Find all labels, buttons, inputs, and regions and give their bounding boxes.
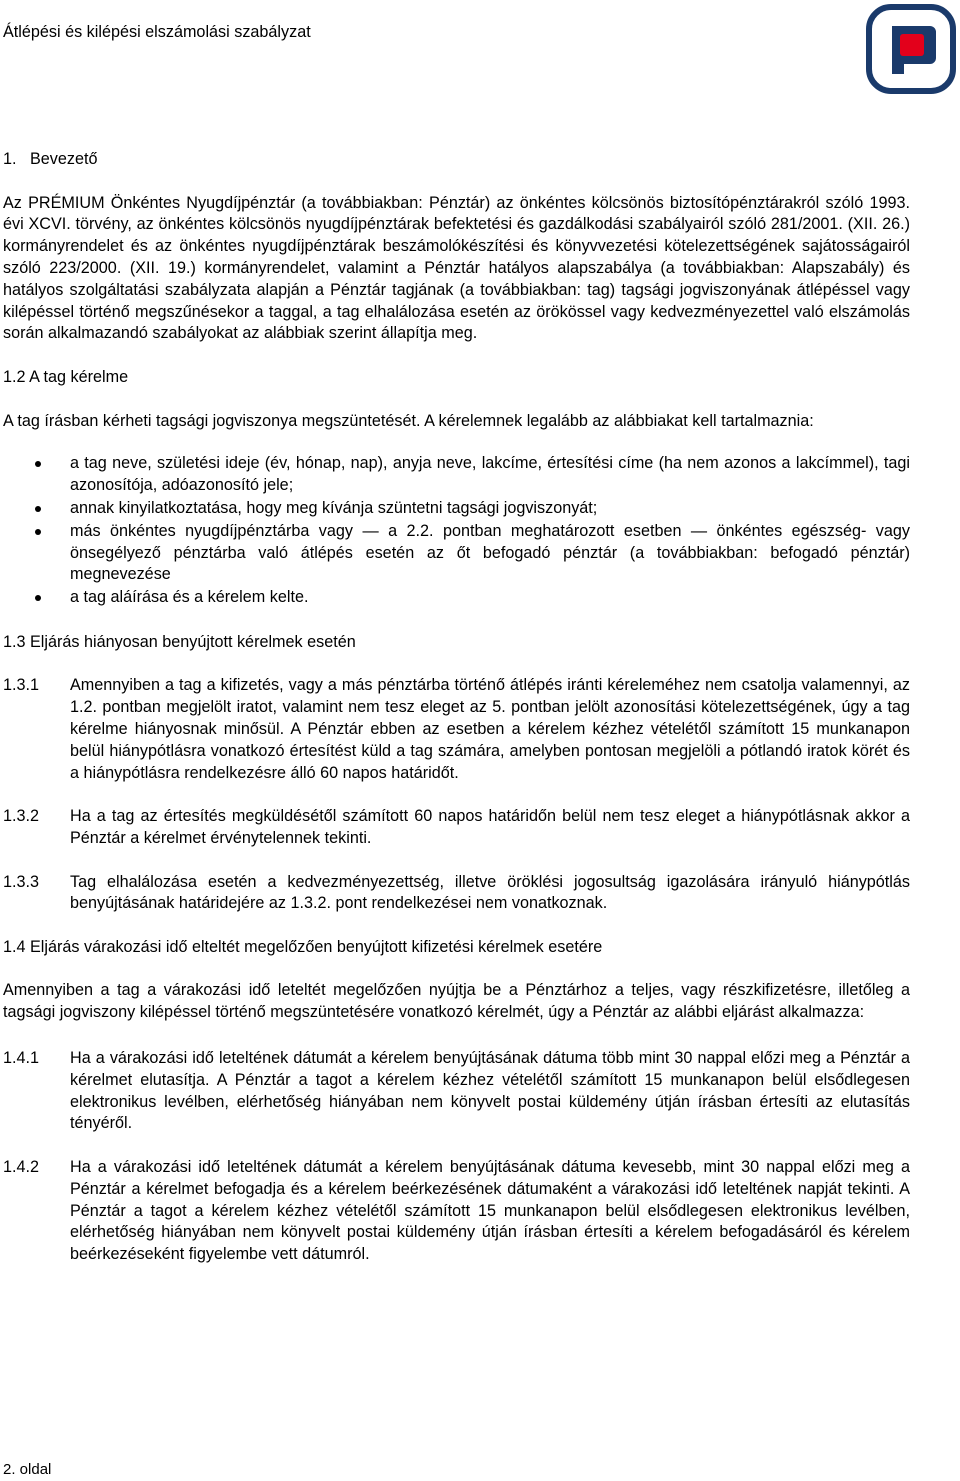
list-item: a tag aláírása és a kérelem kelte. (3, 587, 910, 609)
requirements-list (3, 453, 910, 609)
list-item: annak kinyilatkoztatása, hogy meg kívánja szüntetni tagsági jogviszonyát; (3, 498, 910, 520)
section-1-2-heading: 1.2 A tag kérelme (3, 367, 129, 386)
bullet-icon (35, 595, 41, 601)
section-1-paragraph: Az PRÉMIUM Önkéntes Nyugdíjpénztár (a továbbiakban: Pénztár) az önkéntes kölcsönös biztosítópénztárakról szóló 1993. évi XCVI. törvény, az önkéntes kölcsönös nyugdíjpénztárak befektetési és gazdálkodási szabályairól szóló 281/2001. (XII. 26.) kormányrendelet és az önkéntes nyugdíjpénztárak beszámolókészítési és könyvvezetési kötelezettségének sajátosságairól szóló 223/2000. (XII. 19.) kormányrendelet, valamint a Pénztár hatályos alapszabálya (a továbbiakban: Alapszabály) és hatályos szolgáltatási szabályzata alapján a Pénztár tagjának (a továbbiakban: tag) tagsági jogviszonyának átlépéssel vagy kilépéssel történő megszűnésekor a taggal, a tag elhalálozása esetén az örökössel vagy kedvezményezettel való elszámolás során alkalmazandó szabályokat az alábbiak szerint állapítja meg. (3, 193, 910, 343)
premium-logo-icon (866, 4, 956, 94)
section-1-4-paragraph: Amennyiben a tag a várakozási idő leteltét megelőzően nyújtja be a Pénztárhoz a teljes, vagy részkifizetésre, illetőleg a tagsági jogviszony kilépéssel történő megszüntetésére vonatkozó kérelmét, úgy a Pénztár az alábbi eljárást alkalmazza: (3, 981, 910, 1022)
numbered-item: 1.3.2 Ha a tag az értesítés megküldésétől számított 60 napos határidőn belül nem tesz eleget a hiánypótlásnak akkor a Pénztár a kérelmet érvénytelennek tekinti. (3, 807, 910, 847)
numbered-item: 1.4.1 Ha a várakozási idő leteltének dátumát a kérelem benyújtásának dátuma több mint 30 nappal előzi meg a Pénztár a kérelmet elutasítja. A Pénztár a tagot a kérelem kézhez vételétől számított 15 munkanapon belül elsődlegesen elektronikus levélben, elérhetőség hiányában nem könyvelt postai küldemény útján írásban értesíti az elutasítás tényéről. (3, 1049, 910, 1133)
document-header-title: Átlépési és kilépési elszámolási szabályzat (3, 23, 311, 41)
section-1-2-paragraph: A tag írásban kérheti tagsági jogviszonya megszüntetését. A kérelemnek legalább az alábbiakat kell tartalmaznia: (3, 411, 814, 430)
page-number: 2. oldal (3, 1461, 52, 1478)
section-1-heading: 1. Bevezető (3, 150, 98, 168)
numbered-item: 1.4.2 Ha a várakozási idő leteltének dátumát a kérelem benyújtásának dátuma kevesebb, mint 30 nappal előzi meg a Pénztár a kérelmet befogadja és a kérelem beérkezésének dátumaként a várakozási idő leteltének napját tekinti. A Pénztár a tagot a kérelem kézhez vételétől számított 15 munkanapon belül elsődlegesen elektronikus levélben, elérhetőség hiányában nem könyvelt postai küldemény útján írásban értesíti a kérelem befogadásáról és kérelem beérkezéseként figyelembe vett dátumról. (3, 1158, 910, 1264)
bullet-icon (35, 506, 41, 512)
numbered-item: 1.3.3 Tag elhalálozása esetén a kedvezményezettség, illetve öröklési jogosultság igazolására irányuló hiánypótlás benyújtásának határidejére az 1.3.2. pont rendelkezései nem vonatkoznak. (3, 872, 910, 913)
bullet-icon (35, 529, 41, 535)
section-1-3-heading: 1.3 Eljárás hiányosan benyújtott kérelmek esetén (3, 632, 356, 651)
section-1-4-heading: 1.4 Eljárás várakozási idő elteltét megelőzően benyújtott kifizetési kérelmek esetére (3, 937, 603, 956)
bullet-icon (35, 461, 41, 467)
document-body (3, 149, 910, 1266)
list-item: a tag neve, születési ideje (év, hónap, nap), anyja neve, lakcíme, értesítési címe (ha nem azonos a lakcímmel), tagi azonosítója, adóazonosító jele; (3, 453, 910, 497)
list-item: más önkéntes nyugdíjpénztárba vagy — a 2.2. pontban meghatározott esetben — önkéntes egészség- vagy önsegélyező pénztárba való átlépés esetén az őt befogadó pénztár (a továbbiakban: befogadó pénztár) megnevezése (3, 521, 910, 586)
numbered-item: 1.3.1 Amennyiben a tag a kifizetés, vagy a más pénztárba történő átlépés iránti kéreleméhez nem csatolja valamennyi, az 1.2. pontban megjelölt iratot, valamint nem tesz eleget az 5. pontban jelölt azonosítási kötelezettségének, úgy a tag kérelme hiányosnak minősül. A Pénztár ebben az esetben a kérelem kézhez vételétől számított 15 munkanapon belül hiánypótlásra vonatkozó értesítést küld a tag számára, amelyben pontosan megjelöli a pótlandó iratok körét és a hiánypótlásra rendelkezésre álló 60 napos határidőt. (3, 676, 910, 782)
